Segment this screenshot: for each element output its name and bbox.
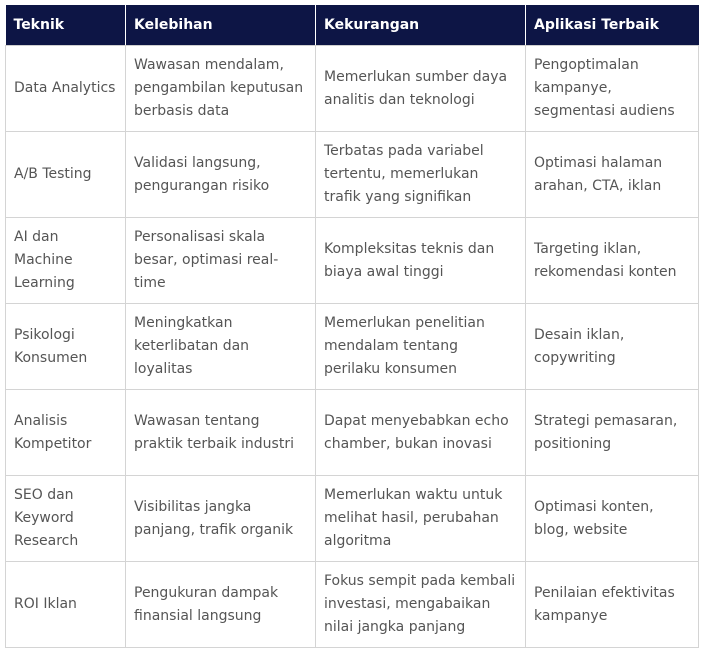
- cell-aplikasi: Desain iklan, copywriting: [526, 304, 699, 390]
- cell-kekurangan: Fokus sempit pada kembali investasi, mengabaikan nilai jangka panjang: [316, 562, 526, 648]
- comparison-table-container: [5, 5, 698, 648]
- table-row: [6, 218, 699, 304]
- cell-kelebihan: Visibilitas jangka panjang, trafik organik: [126, 476, 316, 562]
- cell-kekurangan: Memerlukan waktu untuk melihat hasil, perubahan algoritma: [316, 476, 526, 562]
- table-row: [6, 132, 699, 218]
- cell-teknik: A/B Testing: [6, 132, 126, 218]
- cell-teknik: SEO dan Keyword Research: [6, 476, 126, 562]
- comparison-table: [5, 5, 699, 648]
- cell-kekurangan: Memerlukan penelitian mendalam tentang perilaku konsumen: [316, 304, 526, 390]
- header-teknik: Teknik: [6, 5, 126, 46]
- table-row: [6, 476, 699, 562]
- cell-kelebihan: Wawasan mendalam, pengambilan keputusan berbasis data: [126, 46, 316, 132]
- cell-kelebihan: Personalisasi skala besar, optimasi real-time: [126, 218, 316, 304]
- table-body: [6, 46, 699, 648]
- cell-kelebihan: Validasi langsung, pengurangan risiko: [126, 132, 316, 218]
- table-row: [6, 46, 699, 132]
- cell-teknik: Analisis Kompetitor: [6, 390, 126, 476]
- cell-aplikasi: Pengoptimalan kampanye, segmentasi audiens: [526, 46, 699, 132]
- cell-kekurangan: Dapat menyebabkan echo chamber, bukan inovasi: [316, 390, 526, 476]
- cell-teknik: Data Analytics: [6, 46, 126, 132]
- cell-aplikasi: Optimasi halaman arahan, CTA, iklan: [526, 132, 699, 218]
- header-kelebihan: Kelebihan: [126, 5, 316, 46]
- table-row: [6, 304, 699, 390]
- cell-kekurangan: Memerlukan sumber daya analitis dan teknologi: [316, 46, 526, 132]
- cell-kelebihan: Wawasan tentang praktik terbaik industri: [126, 390, 316, 476]
- header-row: [6, 5, 699, 46]
- cell-aplikasi: Strategi pemasaran, positioning: [526, 390, 699, 476]
- cell-teknik: Psikologi Konsumen: [6, 304, 126, 390]
- cell-teknik: AI dan Machine Learning: [6, 218, 126, 304]
- table-row: [6, 390, 699, 476]
- cell-kelebihan: Meningkatkan keterlibatan dan loyalitas: [126, 304, 316, 390]
- cell-kekurangan: Kompleksitas teknis dan biaya awal tinggi: [316, 218, 526, 304]
- header-aplikasi-terbaik: Aplikasi Terbaik: [526, 5, 699, 46]
- header-kekurangan: Kekurangan: [316, 5, 526, 46]
- table-header: [6, 5, 699, 46]
- table-row: [6, 562, 699, 648]
- cell-teknik: ROI Iklan: [6, 562, 126, 648]
- cell-kelebihan: Pengukuran dampak finansial langsung: [126, 562, 316, 648]
- cell-aplikasi: Optimasi konten, blog, website: [526, 476, 699, 562]
- cell-aplikasi: Penilaian efektivitas kampanye: [526, 562, 699, 648]
- cell-kekurangan: Terbatas pada variabel tertentu, memerlukan trafik yang signifikan: [316, 132, 526, 218]
- cell-aplikasi: Targeting iklan, rekomendasi konten: [526, 218, 699, 304]
